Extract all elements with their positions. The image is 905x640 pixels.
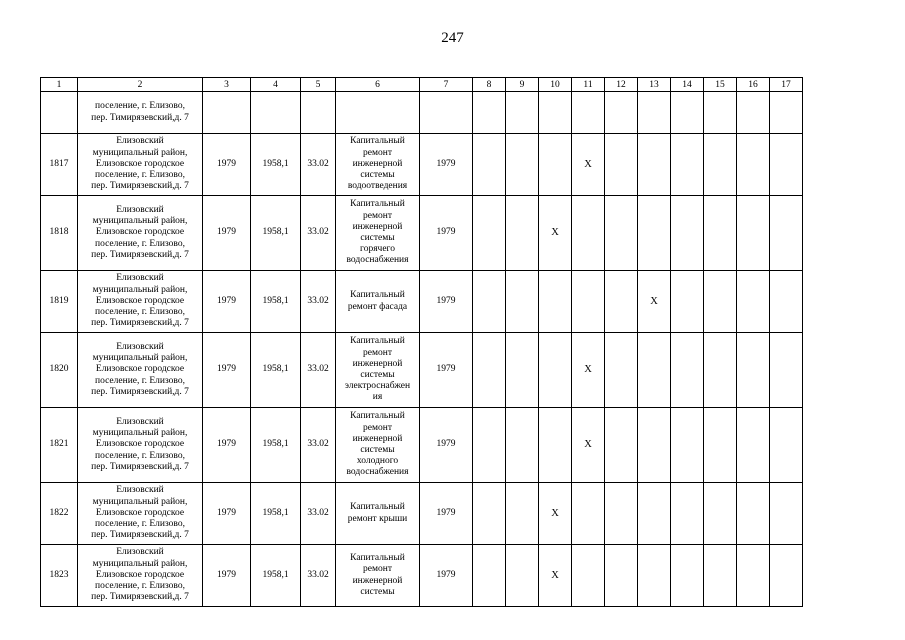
work-type-line: Капитальный xyxy=(350,336,405,347)
work-type-line: инженерной xyxy=(352,221,403,232)
code-cell: 33.02 xyxy=(301,271,336,333)
empty-cell xyxy=(770,408,803,483)
year-built-cell: 1979 xyxy=(203,271,251,333)
empty-cell xyxy=(638,545,671,607)
work-type-line: системы xyxy=(360,170,395,181)
empty-cell xyxy=(638,408,671,483)
address-cell xyxy=(78,333,203,408)
empty-cell xyxy=(704,271,737,333)
empty-cell xyxy=(704,408,737,483)
address-line: поселение, г. Елизово, xyxy=(95,170,185,181)
row-number-cell: 1821 xyxy=(41,408,78,483)
column-header: 6 xyxy=(336,78,420,92)
empty-cell xyxy=(473,92,506,134)
empty-cell xyxy=(704,333,737,408)
code-cell: 33.02 xyxy=(301,545,336,607)
work-type-line: ремонт xyxy=(363,210,392,221)
work-type-line: инженерной xyxy=(352,575,403,586)
work-type-line: инженерной xyxy=(352,358,403,369)
empty-cell xyxy=(605,408,638,483)
area-cell: 1958,1 xyxy=(251,196,301,271)
empty-cell xyxy=(704,545,737,607)
column-header: 10 xyxy=(539,78,572,92)
work-type-line: Капитальный xyxy=(350,290,405,301)
area-cell: 1958,1 xyxy=(251,483,301,545)
column-header: 17 xyxy=(770,78,803,92)
work-type-line: электроснабжен xyxy=(344,381,411,392)
area-cell: 1958,1 xyxy=(251,271,301,333)
address-line: поселение, г. Елизово, xyxy=(95,519,185,530)
mark-cell: Х xyxy=(572,134,605,196)
year-cell: 1979 xyxy=(420,271,473,333)
mark-cell: Х xyxy=(572,408,605,483)
empty-cell xyxy=(671,196,704,271)
address-cell xyxy=(78,408,203,483)
address-line: муниципальный район, xyxy=(92,558,188,569)
empty-cell xyxy=(704,196,737,271)
table-row xyxy=(41,408,803,483)
work-type-line: инженерной xyxy=(352,433,403,444)
empty-cell xyxy=(770,483,803,545)
table-body xyxy=(41,92,803,607)
empty-cell xyxy=(605,545,638,607)
address-line: пер. Тимирязевский,д. 7 xyxy=(91,530,189,541)
area-cell: 1958,1 xyxy=(251,408,301,483)
empty-cell xyxy=(473,134,506,196)
address-line: муниципальный район, xyxy=(92,216,188,227)
row-number-cell: 1823 xyxy=(41,545,78,607)
column-header: 5 xyxy=(301,78,336,92)
empty-cell xyxy=(671,333,704,408)
page-number: 247 xyxy=(441,30,464,46)
work-type-line: системы xyxy=(360,586,395,597)
year-built-cell: 1979 xyxy=(203,196,251,271)
year-built-cell: 1979 xyxy=(203,134,251,196)
table-row xyxy=(41,271,803,333)
year-built-cell: 1979 xyxy=(203,333,251,408)
area-cell: 1958,1 xyxy=(251,333,301,408)
address-cell xyxy=(78,134,203,196)
work-type-line: ремонт крыши xyxy=(347,513,408,524)
address-line: муниципальный район, xyxy=(92,147,188,158)
address-line: поселение, г. Елизово, xyxy=(95,101,185,112)
empty-cell xyxy=(638,483,671,545)
empty-cell xyxy=(605,134,638,196)
column-header: 7 xyxy=(420,78,473,92)
empty-cell xyxy=(473,408,506,483)
address-line: муниципальный район, xyxy=(92,353,188,364)
empty-cell xyxy=(251,92,301,134)
empty-cell xyxy=(420,92,473,134)
empty-cell xyxy=(770,545,803,607)
year-built-cell: 1979 xyxy=(203,483,251,545)
column-header: 16 xyxy=(737,78,770,92)
column-header: 12 xyxy=(605,78,638,92)
work-type-line: водоотведения xyxy=(347,181,408,192)
work-type-line: системы xyxy=(360,233,395,243)
empty-cell xyxy=(572,545,605,607)
empty-cell xyxy=(770,333,803,408)
work-type-line: ремонт фасада xyxy=(347,301,408,312)
area-cell: 1958,1 xyxy=(251,134,301,196)
empty-cell xyxy=(704,92,737,134)
work-type-line: ремонт xyxy=(363,347,392,358)
column-header: 13 xyxy=(638,78,671,92)
empty-cell xyxy=(473,333,506,408)
empty-cell xyxy=(301,92,336,134)
code-cell: 33.02 xyxy=(301,483,336,545)
address-line: Елизовский xyxy=(116,273,164,284)
address-line: пер. Тимирязевский,д. 7 xyxy=(91,318,189,329)
column-header: 9 xyxy=(506,78,539,92)
mark-cell: Х xyxy=(539,196,572,271)
mark-cell: Х xyxy=(638,271,671,333)
empty-cell xyxy=(770,271,803,333)
work-type-cell xyxy=(336,134,420,196)
row-number-cell: 1820 xyxy=(41,333,78,408)
empty-cell xyxy=(506,333,539,408)
table-row xyxy=(41,196,803,271)
empty-cell xyxy=(506,271,539,333)
work-type-line: ремонт xyxy=(363,422,392,433)
row-number-cell: 1818 xyxy=(41,196,78,271)
year-cell: 1979 xyxy=(420,196,473,271)
year-cell: 1979 xyxy=(420,333,473,408)
empty-cell xyxy=(770,92,803,134)
work-type-line: холодного xyxy=(356,456,399,467)
empty-cell xyxy=(605,196,638,271)
empty-cell xyxy=(704,483,737,545)
column-header: 1 xyxy=(41,78,78,92)
work-type-line: инженерной xyxy=(352,158,403,169)
year-cell: 1979 xyxy=(420,545,473,607)
address-line: Елизовское городское xyxy=(95,439,185,450)
empty-cell xyxy=(671,545,704,607)
capital-repair-table xyxy=(40,77,803,607)
work-type-line: водоснабжения xyxy=(346,255,409,266)
column-header: 8 xyxy=(473,78,506,92)
work-type-line: системы xyxy=(360,370,395,380)
empty-cell xyxy=(473,483,506,545)
address-line: Елизовский xyxy=(116,341,164,352)
address-line: пер. Тимирязевский,д. 7 xyxy=(91,249,189,260)
address-cell xyxy=(78,271,203,333)
work-type-line: ремонт xyxy=(363,147,392,158)
address-line: Елизовское городское xyxy=(95,364,185,375)
empty-cell xyxy=(737,134,770,196)
year-cell: 1979 xyxy=(420,134,473,196)
continuation-row xyxy=(41,92,803,134)
work-type-cell xyxy=(336,483,420,545)
empty-cell xyxy=(473,196,506,271)
empty-cell xyxy=(539,134,572,196)
empty-cell xyxy=(671,408,704,483)
empty-cell xyxy=(704,134,737,196)
work-type-cell xyxy=(336,271,420,333)
column-header: 4 xyxy=(251,78,301,92)
address-line: поселение, г. Елизово, xyxy=(95,375,185,386)
work-type-line: Капитальный xyxy=(350,553,405,564)
empty-cell xyxy=(572,196,605,271)
empty-cell xyxy=(737,545,770,607)
work-type-line: ия xyxy=(372,392,383,403)
work-type-line: горячего xyxy=(360,244,395,255)
empty-cell xyxy=(638,92,671,134)
work-type-cell xyxy=(336,545,420,607)
empty-cell xyxy=(770,134,803,196)
empty-cell xyxy=(203,92,251,134)
empty-cell xyxy=(506,408,539,483)
empty-cell xyxy=(671,134,704,196)
address-line: пер. Тимирязевский,д. 7 xyxy=(91,461,189,472)
address-cell xyxy=(78,545,203,607)
column-header: 2 xyxy=(78,78,203,92)
address-line: муниципальный район, xyxy=(92,428,188,439)
address-line: пер. Тимирязевский,д. 7 xyxy=(91,112,189,123)
row-number-cell: 1817 xyxy=(41,134,78,196)
empty-cell xyxy=(737,196,770,271)
year-built-cell: 1979 xyxy=(203,545,251,607)
empty-cell xyxy=(572,92,605,134)
empty-cell xyxy=(671,92,704,134)
address-line: Елизовский xyxy=(116,416,164,427)
table-row xyxy=(41,545,803,607)
empty-cell xyxy=(737,271,770,333)
empty-cell xyxy=(770,196,803,271)
address-line: поселение, г. Елизово, xyxy=(95,307,185,318)
row-number-cell: 1819 xyxy=(41,271,78,333)
empty-cell xyxy=(605,92,638,134)
empty-cell xyxy=(539,92,572,134)
address-line: муниципальный район, xyxy=(92,496,188,507)
empty-cell xyxy=(506,92,539,134)
empty-cell xyxy=(539,408,572,483)
address-cell xyxy=(78,92,203,134)
empty-cell xyxy=(473,545,506,607)
work-type-cell xyxy=(336,408,420,483)
address-line: пер. Тимирязевский,д. 7 xyxy=(91,386,189,397)
work-type-line: ремонт xyxy=(363,564,392,575)
column-number-row xyxy=(41,78,803,92)
address-line: поселение, г. Елизово, xyxy=(95,450,185,461)
year-cell: 1979 xyxy=(420,483,473,545)
address-line: поселение, г. Елизово, xyxy=(95,581,185,592)
empty-cell xyxy=(638,134,671,196)
area-cell: 1958,1 xyxy=(251,545,301,607)
empty-cell xyxy=(572,271,605,333)
address-line: пер. Тимирязевский,д. 7 xyxy=(91,592,189,603)
column-header: 3 xyxy=(203,78,251,92)
empty-cell xyxy=(506,545,539,607)
mark-cell: Х xyxy=(539,483,572,545)
work-type-line: Капитальный xyxy=(350,502,405,513)
address-line: Елизовский xyxy=(116,204,164,215)
empty-cell xyxy=(605,483,638,545)
row-number-cell xyxy=(41,92,78,134)
empty-cell xyxy=(671,271,704,333)
empty-cell xyxy=(671,483,704,545)
empty-cell xyxy=(638,196,671,271)
empty-cell xyxy=(605,333,638,408)
empty-cell xyxy=(506,134,539,196)
table-row xyxy=(41,333,803,408)
column-header: 15 xyxy=(704,78,737,92)
empty-cell xyxy=(506,483,539,545)
empty-cell xyxy=(737,483,770,545)
work-type-line: Капитальный xyxy=(350,199,405,210)
year-built-cell: 1979 xyxy=(203,408,251,483)
mark-cell: Х xyxy=(572,333,605,408)
address-cell xyxy=(78,196,203,271)
empty-cell xyxy=(572,483,605,545)
work-type-line: водоснабжения xyxy=(346,467,409,478)
empty-cell xyxy=(638,333,671,408)
code-cell: 33.02 xyxy=(301,333,336,408)
work-type-line: системы xyxy=(360,445,395,455)
empty-cell xyxy=(506,196,539,271)
table-row xyxy=(41,134,803,196)
empty-cell xyxy=(539,333,572,408)
work-type-line: Капитальный xyxy=(350,136,405,147)
address-cell xyxy=(78,483,203,545)
work-type-cell xyxy=(336,333,420,408)
empty-cell xyxy=(605,271,638,333)
empty-cell xyxy=(737,333,770,408)
address-line: Елизовское городское xyxy=(95,295,185,306)
empty-cell xyxy=(737,92,770,134)
mark-cell: Х xyxy=(539,545,572,607)
address-line: Елизовское городское xyxy=(95,227,185,238)
year-cell: 1979 xyxy=(420,408,473,483)
column-header: 11 xyxy=(572,78,605,92)
table-row xyxy=(41,483,803,545)
address-line: пер. Тимирязевский,д. 7 xyxy=(91,181,189,192)
code-cell: 33.02 xyxy=(301,408,336,483)
empty-cell xyxy=(737,408,770,483)
address-line: Елизовское городское xyxy=(95,569,185,580)
address-line: Елизовский xyxy=(116,136,164,147)
code-cell: 33.02 xyxy=(301,134,336,196)
code-cell: 33.02 xyxy=(301,196,336,271)
work-type-cell xyxy=(336,196,420,271)
address-line: муниципальный район, xyxy=(92,284,188,295)
row-number-cell: 1822 xyxy=(41,483,78,545)
empty-cell xyxy=(539,271,572,333)
empty-cell xyxy=(473,271,506,333)
address-line: Елизовский xyxy=(116,485,164,496)
address-line: Елизовское городское xyxy=(95,507,185,518)
address-line: поселение, г. Елизово, xyxy=(95,238,185,249)
column-header: 14 xyxy=(671,78,704,92)
address-line: Елизовский xyxy=(116,547,164,558)
empty-cell xyxy=(336,92,420,134)
work-type-line: Капитальный xyxy=(350,411,405,422)
address-line: Елизовское городское xyxy=(95,158,185,169)
